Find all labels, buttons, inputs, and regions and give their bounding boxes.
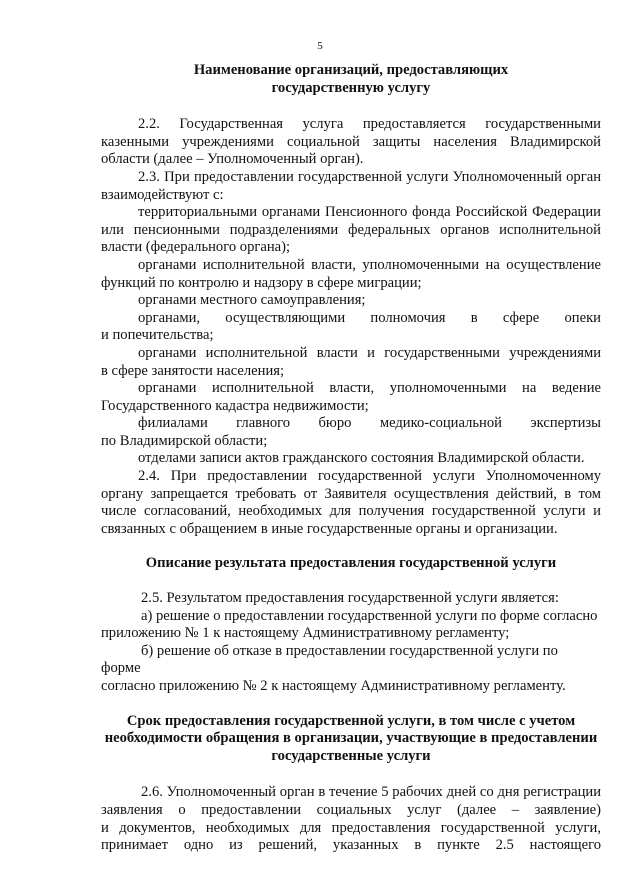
list-item-guardianship: органами, осуществляющими полномочия в сфере опеки и попечительства; (101, 309, 601, 344)
paragraph-2-3: 2.3. При предоставлении государственной услуги Уполномоченный орган взаимодействуют с: (101, 168, 601, 203)
list-item-pension-fund: территориальными органами Пенсионного фонда Российской Федерации или пенсионными подразделениями федеральных органов исполнительной власти (федерального органа); (101, 204, 601, 256)
paragraph-2-4: 2.4. При предоставлении государственной услуги Уполномоченному органу запрещается требовать от Заявителя осуществления действий, в том числе согласований, необходимых для получения государственной услуги и связанных с обращением в иные государственные органы и организации. (101, 468, 601, 537)
section-heading-organizations: Наименование организаций, предоставляющих государственную услугу (193, 62, 509, 96)
list-item-medical-expertise: филиалами главного бюро медико-социальной экспертизы по Владимирской области; (101, 415, 601, 449)
paragraph-2-5-b: б) решение об отказе в предоставлении государственной услуги по форме согласно приложению № 2 к настоящему Административному регламенту. (101, 642, 566, 694)
paragraph-2-2: 2.2. Государственная услуга предоставляется государственными казенными учреждениями социальной защиты населения Владимирской области (далее – Уполномоченный орган). (101, 116, 601, 168)
list-item-cadastre: органами исполнительной власти, уполномоченными на ведение Государственного кадастра недвижимости; (101, 380, 601, 414)
section-heading-result: Описание результата предоставления государственной услуги (145, 555, 557, 572)
list-item-employment: органами исполнительной власти и государственными учреждениями в сфере занятости населения; (101, 344, 601, 379)
list-item-local-government: органами местного самоуправления; (138, 292, 366, 309)
paragraph-2-5: 2.5. Результатом предоставления государственной услуги является: (141, 590, 559, 607)
page-number: 5 (317, 40, 323, 52)
paragraph-2-6: 2.6. Уполномоченный орган в течение 5 рабочих дней со дня регистрации заявления о предоставлении социальных услуг (далее – заявление) и документов, необходимых для предоставления государственной услуги, принимает одно из решений, указанных в пункте 2.5 настоящего (101, 784, 601, 854)
section-heading-term: Срок предоставления государственной услуги, в том числе с учетом необходимости обращения в организации, участвующие в предоставлении государственные услуги (104, 712, 598, 764)
list-item-migration: органами исполнительной власти, уполномоченными на осуществление функций по контролю и надзору в сфере миграции; (101, 256, 601, 291)
document-body (101, 62, 601, 855)
paragraph-2-5-a: а) решение о предоставлении государственной услуги по форме согласно приложению № 1 к настоящему Административному регламенту; (101, 607, 598, 642)
list-item-civil-registry: отделами записи актов гражданского состояния Владимирской области. (138, 450, 585, 467)
